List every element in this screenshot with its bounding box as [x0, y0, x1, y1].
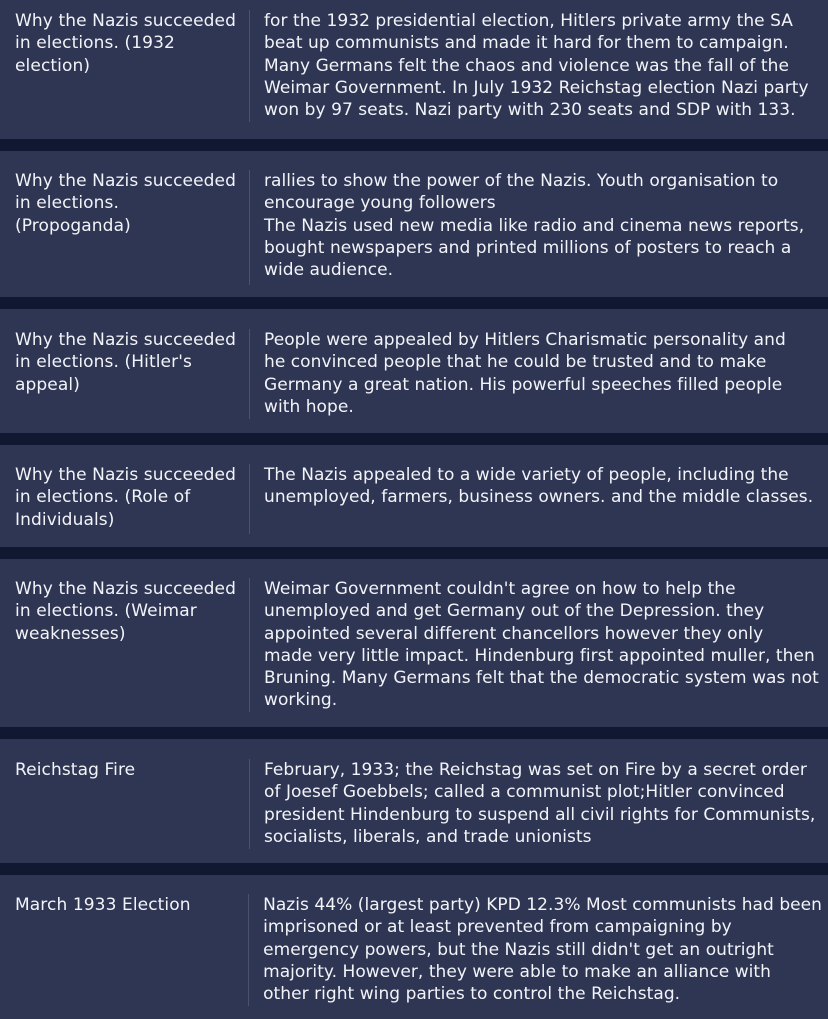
definition-line: working.: [264, 690, 338, 711]
card-term: [0, 894, 249, 1006]
term-line: in elections. (Role of: [15, 487, 191, 508]
flashcard[interactable]: [0, 309, 828, 433]
definition-line: unemployed and get Germany out of the Depression. they: [264, 601, 765, 622]
term-line: Why the Nazis succeeded: [15, 171, 236, 191]
term-line: Individuals): [15, 509, 115, 530]
definition-line: of Joesef Goebbels; called a communist plot;Hitler convinced: [264, 782, 785, 803]
card-term: [0, 10, 250, 122]
term-line: Why the Nazis succeeded: [15, 579, 236, 599]
definition-line: The Nazis appealed to a wide variety of people, including the: [264, 465, 789, 485]
card-term: [0, 578, 250, 712]
flashcard[interactable]: [0, 0, 828, 139]
definition-line: president Hindenburg to suspend all civil rights for Communists,: [264, 804, 816, 825]
definition-line: imprisoned or at least prevented from campaigning by: [263, 917, 732, 938]
definition-line: unemployed, farmers, business owners. and the middle classes.: [264, 487, 814, 508]
definition-line: encourage young followers: [264, 193, 496, 214]
flashcard[interactable]: [0, 445, 828, 547]
term-line: in elections. (Hitler's: [15, 352, 192, 373]
card-term: [0, 759, 250, 849]
definition-line: beat up communists and made it hard for them to campaign.: [264, 33, 789, 54]
definition-line: with hope.: [264, 396, 354, 417]
definition-line: Many Germans felt the chaos and violence was the fall of the: [264, 55, 789, 76]
definition-line: Bruning. Many Germans felt that the democratic system was not: [264, 668, 819, 689]
flashcard[interactable]: [0, 739, 828, 863]
card-term: [0, 464, 250, 534]
card-definition: [250, 578, 828, 727]
card-definition: [250, 10, 828, 139]
flashcard[interactable]: [0, 559, 828, 727]
card-definition: [249, 894, 828, 1019]
definition-line: emergency powers, but the Nazis still didn't get an outright: [263, 939, 774, 960]
card-definition: [250, 329, 828, 433]
definition-line: rallies to show the power of the Nazis. Youth organisation to: [264, 171, 779, 191]
definition-line: wide audience.: [264, 260, 394, 281]
definition-line: made very little impact. Hindenburg first appointed muller, then: [264, 645, 815, 666]
card-definition: [250, 170, 828, 297]
flashcard[interactable]: [0, 875, 828, 1019]
definition-line: Nazis 44% (largest party) KPD 12.3% Most communists had been: [263, 895, 822, 915]
card-term: [0, 170, 250, 285]
flashcard[interactable]: [0, 151, 828, 297]
term-line: appeal): [15, 374, 80, 395]
definition-line: other right wing parties to control the Reichstag.: [263, 984, 681, 1005]
term-line: March 1933 Election: [15, 895, 191, 915]
definition-line: Weimar Government couldn't agree on how to help the: [264, 579, 736, 599]
term-line: Why the Nazis succeeded: [15, 11, 236, 31]
definition-line: Germany a great nation. His powerful speeches filled people: [264, 374, 783, 395]
term-line: Why the Nazis succeeded: [15, 330, 236, 350]
definition-line: socialists, liberals, and trade unionists: [264, 826, 592, 847]
definition-line: The Nazis used new media like radio and cinema news reports,: [264, 215, 805, 236]
term-line: election): [15, 55, 91, 76]
term-line: (Propoganda): [15, 215, 131, 236]
definition-line: for the 1932 presidential election, Hitlers private army the SA: [264, 11, 793, 31]
term-line: Reichstag Fire: [15, 760, 136, 780]
card-definition: [250, 759, 828, 863]
card-term: [0, 329, 250, 419]
definition-line: bought newspapers and printed millions of posters to reach a: [264, 237, 792, 258]
card-definition: [250, 464, 828, 547]
definition-line: appointed several different chancellors however they only: [264, 623, 764, 644]
term-line: in elections. (1932: [15, 33, 175, 54]
definition-line: majority. However, they were able to make an alliance with: [263, 961, 771, 982]
term-line: in elections. (Weimar: [15, 601, 197, 622]
definition-line: February, 1933; the Reichstag was set on Fire by a secret order: [264, 760, 807, 780]
definition-line: he convinced people that he could be trusted and to make: [264, 352, 767, 373]
definition-line: People were appealed by Hitlers Charismatic personality and: [264, 330, 786, 350]
term-line: in elections.: [15, 193, 120, 214]
definition-line: won by 97 seats. Nazi party with 230 seats and SDP with 133.: [264, 100, 796, 121]
definition-line: Weimar Government. In July 1932 Reichstag election Nazi party: [264, 77, 809, 98]
term-line: weaknesses): [15, 623, 126, 644]
term-line: Why the Nazis succeeded: [15, 465, 236, 485]
